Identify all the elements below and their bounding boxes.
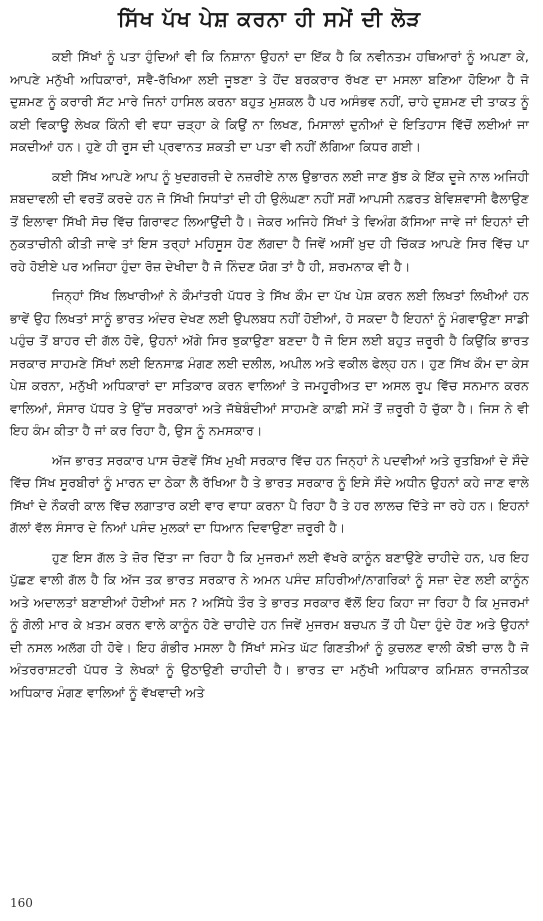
- paragraph-1: ਕਈ ਸਿੱਖਾਂ ਨੂੰ ਪਤਾ ਹੁੰਦਿਆਂ ਵੀ ਕਿ ਨਿਸ਼ਾਨਾ ਉਹਨਾਂ ਦਾ ਇੱਕ ਹੈ ਕਿ ਨਵੀਨਤਮ ਹਥਿਆਰਾਂ ਨੂੰ ਅਪਣਾ ਕੇ, ਆਪਣੇ ਮਨੁੱਖੀ ਅਧਿਕਾਰਾਂ, ਸਵੈ-ਰੱਖਿਆ ਲਈ ਜੂਝਣਾ ਤੇ ਹੋਂਦ ਬਰਕਰਾਰ ਰੱਖਣ ਦਾ ਮਸਲਾ ਬਣਿਆ ਹੋਇਆ ਹੈ ਜੋ ਦੁਸ਼ਮਣ ਨੂੰ ਕਰਾਰੀ ਸੱਟ ਮਾਰੇ ਜਿਨਾਂ ਹਾਸਿਲ ਕਰਨਾ ਬਹੁਤ ਮੁਸ਼ਕਲ ਹੈ ਪਰ ਅਸੰਭਵ ਨਹੀਂ, ਚਾਹੇ ਦੁਸ਼ਮਣ ਦੀ ਤਾਕਤ ਨੂੰ ਕਈ ਵਿਕਾਊ ਲੇਖਕ ਕਿੰਨੀ ਵੀ ਵਧਾ ਚੜ੍ਹਾ ਕੇ ਕਿਉਂ ਨਾ ਲਿਖਣ, ਮਿਸਾਲਾਂ ਦੁਨੀਆਂ ਦੇ ਇਤਿਹਾਸ ਵਿੱਚੋਂ ਲਈਆਂ ਜਾ ਸਕਦੀਆਂ ਹਨ। ਹੁਣੇ ਹੀ ਰੂਸ ਦੀ ਪ੍ਰਵਾਨਤ ਸ਼ਕਤੀ ਦਾ ਪਤਾ ਵੀ ਨਹੀਂ ਲੱਗਿਆ ਕਿਧਰ ਗਈ।: [10, 49, 529, 154]
- paragraph-5: ਹੁਣ ਇਸ ਗੱਲ ਤੇ ਜ਼ੋਰ ਦਿੱਤਾ ਜਾ ਰਿਹਾ ਹੈ ਕਿ ਮੁਜਰਮਾਂ ਲਈ ਵੱਖਰੇ ਕਾਨੂੰਨ ਬਣਾਉਣੇ ਚਾਹੀਦੇ ਹਨ, ਪਰ ਇਹ ਪੁੱਛਣ ਵਾਲੀ ਗੱਲ ਹੈ ਕਿ ਅੱਜ ਤਕ ਭਾਰਤ ਸਰਕਾਰ ਨੇ ਅਮਨ ਪਸੰਦ ਸ਼ਹਿਰੀਆਂ/ਨਾਗਰਿਕਾਂ ਨੂੰ ਸਜ਼ਾ ਦੇਣ ਲਈ ਕਾਨੂੰਨ ਅਤੇ ਅਦਾਲਤਾਂ ਬਣਾਈਆਂ ਹੋਈਆਂ ਸਨ ? ਅਸਿੱਧੇ ਤੌਰ ਤੇ ਭਾਰਤ ਸਰਕਾਰ ਵੱਲੋਂ ਇਹ ਕਿਹਾ ਜਾ ਰਿਹਾ ਹੈ ਕਿ ਮੁਜਰਮਾਂ ਨੂੰ ਗੋਲੀ ਮਾਰ ਕੇ ਖ਼ਤਮ ਕਰਨ ਵਾਲੇ ਕਾਨੂੰਨ ਹੋਣੇ ਚਾਹੀਦੇ ਹਨ ਜਿਵੇਂ ਮੁਜਰਮ ਬਚਪਨ ਤੋਂ ਹੀ ਪੈਦਾ ਹੁੰਦੇ ਹੋਣ ਅਤੇ ਉਹਨਾਂ ਦੀ ਨਸਲ ਅਲੱਗ ਹੀ ਹੋਵੇ। ਇਹ ਗੰਭੀਰ ਮਸਲਾ ਹੈ ਸਿੱਖਾਂ ਸਮੇਤ ਘੱਟ ਗਿਣਤੀਆਂ ਨੂੰ ਕੁਚਲਣ ਵਾਲੀ ਕੋਝੀ ਚਾਲ ਹੈ ਜੋ ਅੰਤਰਰਾਸ਼ਟਰੀ ਪੱਧਰ ਤੇ ਲੇਖਕਾਂ ਨੂੰ ਉਠਾਉਣੀ ਚਾਹੀਦੀ ਹੈ। ਭਾਰਤ ਦਾ ਮਨੁੱਖੀ ਅਧਿਕਾਰ ਕਮਿਸ਼ਨ ਰਾਜਨੀਤਕ ਅਧਿਕਾਰ ਮੰਗਣ ਵਾਲਿਆਂ ਨੂੰ ਵੱਖਵਾਦੀ ਅਤੇ: [10, 549, 529, 700]
- paragraph-3: ਜਿਨ੍ਹਾਂ ਸਿੱਖ ਲਿਖਾਰੀਆਂ ਨੇ ਕੌਮਾਂਤਰੀ ਪੱਧਰ ਤੇ ਸਿੱਖ ਕੌਮ ਦਾ ਪੱਖ ਪੇਸ਼ ਕਰਨ ਲਈ ਲਿਖਤਾਂ ਲਿਖੀਆਂ ਹਨ ਭਾਵੇਂ ਉਹ ਲਿਖਤਾਂ ਸਾਨੂੰ ਭਾਰਤ ਅੰਦਰ ਦੇਖਣ ਲਈ ਉਪਲਬਧ ਨਹੀਂ ਹੋਈਆਂ, ਹੋ ਸਕਦਾ ਹੈ ਇਹਨਾਂ ਨੂੰ ਮੰਗਵਾਉਣਾ ਸਾਡੀ ਪਹੁੰਚ ਤੋਂ ਬਾਹਰ ਦੀ ਗੱਲ ਹੋਵੇ, ਉਹਨਾਂ ਅੱਗੇ ਸਿਰ ਝੁਕਾਉਣਾ ਬਣਦਾ ਹੈ ਜੋ ਇਸ ਲਈ ਬਹੁਤ ਜ਼ਰੂਰੀ ਹੈ ਕਿਉਂਕਿ ਭਾਰਤ ਸਰਕਾਰ ਸਾਹਮਣੇ ਸਿੱਖਾਂ ਲਈ ਇਨਸਾਫ਼ ਮੰਗਣ ਲਈ ਦਲੀਲ, ਅਪੀਲ ਅਤੇ ਵਕੀਲ ਫੇਲ੍ਹ ਹਨ। ਹੁਣ ਸਿੱਖ ਕੌਮ ਦਾ ਕੇਸ ਪੇਸ਼ ਕਰਨਾ, ਮਨੁੱਖੀ ਅਧਿਕਾਰਾਂ ਦਾ ਸਤਿਕਾਰ ਕਰਨ ਵਾਲਿਆਂ ਤੇ ਜਮਹੂਰੀਅਤ ਦਾ ਅਸਲ ਰੂਪ ਵਿੱਚ ਸਨਮਾਨ ਕਰਨ ਵਾਲਿਆਂ, ਸੰਸਾਰ ਪੱਧਰ ਤੇ ਉੱਚ ਸਰਕਾਰਾਂ ਅਤੇ ਜੱਥੇਬੰਦੀਆਂ ਸਾਹਮਣੇ ਕਾਫ਼ੀ ਸਮੇਂ ਤੋਂ ਜ਼ਰੂਰੀ ਹੋ ਚੁੱਕਾ ਹੈ। ਜਿਸ ਨੇ ਵੀ ਇਹ ਕੰਮ ਕੀਤਾ ਹੈ ਜਾਂ ਕਰ ਰਿਹਾ ਹੈ, ਉਸ ਨੂੰ ਨਮਸਕਾਰ।: [10, 288, 529, 438]
- page-number: 160: [10, 896, 33, 910]
- paragraph-4: ਅੱਜ ਭਾਰਤ ਸਰਕਾਰ ਪਾਸ ਚੋਣਵੇਂ ਸਿੱਖ ਮੁਖੀ ਸਰਕਾਰ ਵਿੱਚ ਹਨ ਜਿਨ੍ਹਾਂ ਨੇ ਪਦਵੀਆਂ ਅਤੇ ਰੁਤਬਿਆਂ ਦੇ ਸੌਦੇ ਵਿੱਚ ਸਿੱਖ ਸੂਰਬੀਰਾਂ ਨੂੰ ਮਾਰਨ ਦਾ ਠੇਕਾ ਲੈ ਰੱਖਿਆ ਹੈ ਤੇ ਭਾਰਤ ਸਰਕਾਰ ਨੂੰ ਇਸੇ ਸੌਦੇ ਅਧੀਨ ਉਹਨਾਂ ਕਹੇ ਜਾਣ ਵਾਲੇ ਸਿੱਖਾਂ ਦੇ ਨੌਕਰੀ ਕਾਲ ਵਿੱਚ ਲਗਾਤਾਰ ਕਈ ਵਾਰ ਵਾਧਾ ਕਰਨਾ ਪੈ ਰਿਹਾ ਹੈ ਤੇ ਹਰ ਲਾਲਚ ਦਿੱਤੇ ਜਾ ਰਹੇ ਹਨ। ਇਹਨਾਂ ਗੱਲਾਂ ਵੱਲ ਸੰਸਾਰ ਦੇ ਨਿਆਂ ਪਸੰਦ ਮੁਲਕਾਂ ਦਾ ਧਿਆਨ ਦਿਵਾਉਣਾ ਜ਼ਰੂਰੀ ਹੈ।: [10, 452, 529, 535]
- paragraph-2: ਕਈ ਸਿੱਖ ਆਪਣੇ ਆਪ ਨੂੰ ਖੁਦਗਰਜ਼ੀ ਦੇ ਨਜ਼ਰੀਏ ਨਾਲ ਉਭਾਰਨ ਲਈ ਜਾਣ ਬੁੱਝ ਕੇ ਇੱਕ ਦੂਜੇ ਨਾਲ ਅਜਿਹੀ ਸ਼ਬਦਾਵਲੀ ਦੀ ਵਰਤੋਂ ਕਰਦੇ ਹਨ ਜੋ ਸਿੱਖੀ ਸਿਧਾਂਤਾਂ ਦੀ ਹੀ ਉਲੰਘਣਾ ਨਹੀਂ ਸਗੋਂ ਆਪਸੀ ਨਫ਼ਰਤ ਬੇਵਿਸ਼ਵਾਸੀ ਫੈਲਾਉਣ ਤੋਂ ਇਲਾਵਾ ਸਿੱਖੀ ਸੋਚ ਵਿੱਚ ਗਿਰਾਵਟ ਲਿਆਉਂਦੀ ਹੈ। ਜੇਕਰ ਅਜਿਹੇ ਸਿੱਖਾਂ ਤੇ ਵਿਅੰਗ ਕੱਸਿਆ ਜਾਵੇ ਜਾਂ ਇਹਨਾਂ ਦੀ ਨੁਕਤਾਚੀਨੀ ਕੀਤੀ ਜਾਵੇ ਤਾਂ ਇਸ ਤਰ੍ਹਾਂ ਮਹਿਸੂਸ ਹੋਣ ਲੱਗਦਾ ਹੈ ਜਿਵੇਂ ਅਸੀਂ ਖ਼ੁਦ ਹੀ ਚਿੱਕੜ ਆਪਣੇ ਸਿਰ ਵਿੱਚ ਪਾ ਰਹੇ ਹੋਈਏ ਪਰ ਅਜਿਹਾ ਹੁੰਦਾ ਰੋਜ਼ ਦੇਖੀਦਾ ਹੈ ਜੋ ਨਿੰਦਣ ਯੋਗ ਤਾਂ ਹੈ ਹੀ, ਸ਼ਰਮਨਾਕ ਵੀ ਹੈ।: [10, 168, 529, 274]
- article-title: ਸਿੱਖ ਪੱਖ ਪੇਸ਼ ਕਰਨਾ ਹੀ ਸਮੇਂ ਦੀ ਲੋੜ: [117, 7, 422, 31]
